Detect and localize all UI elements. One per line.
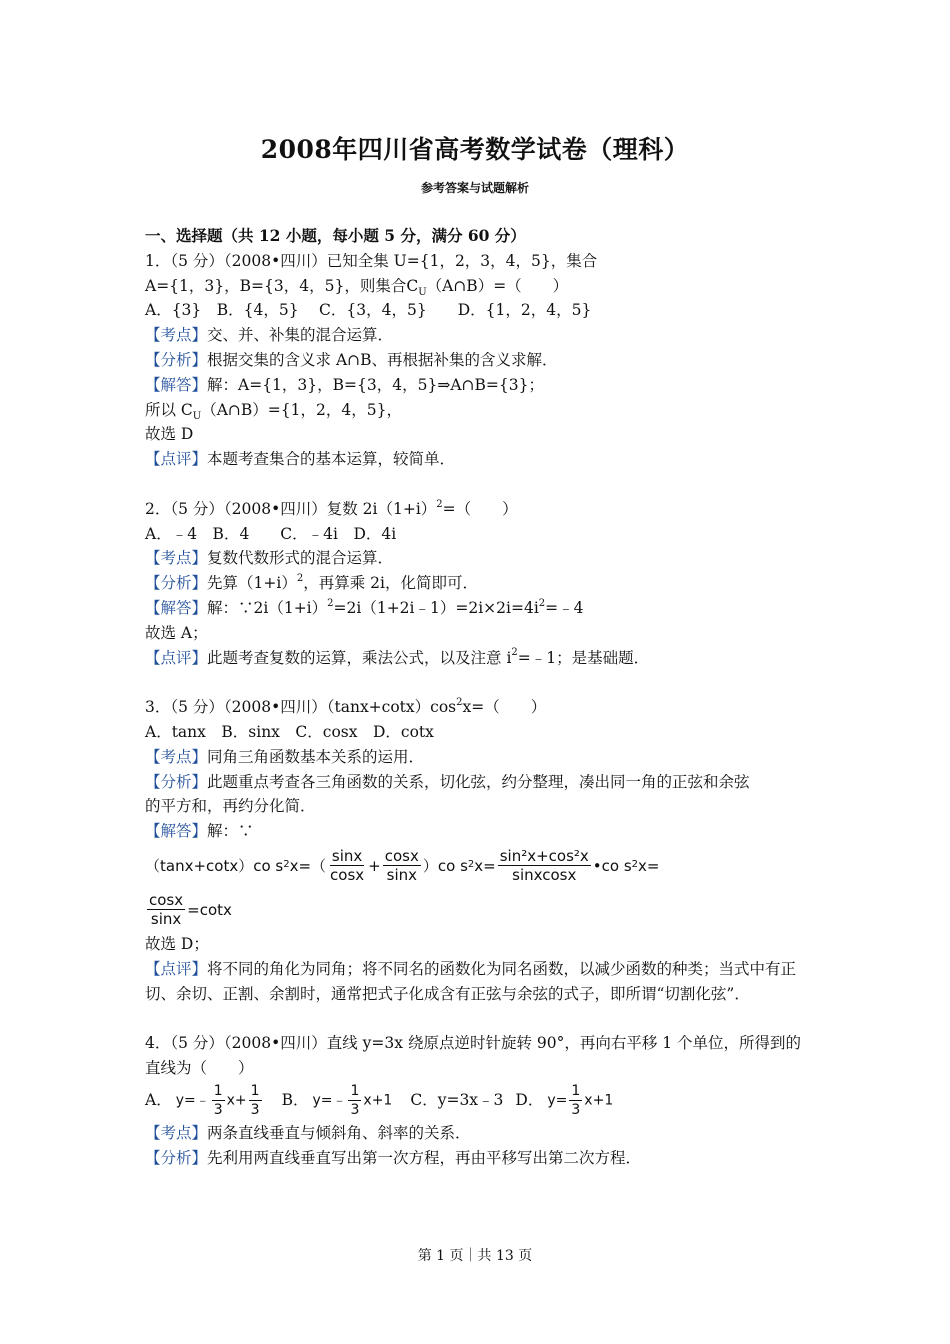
document-body <box>145 224 810 1170</box>
q3-m-eq: x=（ <box>289 856 327 875</box>
kaodian-tag: 【考点】 <box>145 326 208 345</box>
q2-jieda-sup1: 2 <box>327 597 334 609</box>
q1-jieda <box>145 373 810 398</box>
q3-options: A．tanx B．sinx C．cosx D．cotx <box>145 722 434 741</box>
q3-fenxi-cont: 的平方和，再约分化简． <box>145 797 316 816</box>
q4-option-a-math <box>176 1082 264 1119</box>
q2-stem-sup: 2 <box>436 498 443 510</box>
q2-fenxi-pre: 先算（1+i） <box>207 574 297 593</box>
q3-stem-sup: 2 <box>456 696 463 708</box>
jieda-tag: 【解答】 <box>145 375 208 394</box>
q1-fenxi-text: 根据交集的含义求 A∩B、再根据补集的含义求解． <box>207 350 558 369</box>
fraction-sin-over-cos <box>328 847 366 884</box>
q3-m-close: ）co s <box>422 856 468 875</box>
q4-kaodian-text: 两条直线垂直与倾斜角、斜率的关系． <box>207 1123 471 1142</box>
q2-stem <box>145 497 810 522</box>
q2-options: A．﹣4 B．4 C．﹣4i D．4i <box>145 524 397 543</box>
dianping-tag: 【点评】 <box>145 648 208 667</box>
fenxi-tag: 【分析】 <box>145 350 208 369</box>
q4-option-b-label: B． <box>281 1091 309 1110</box>
q3-kaodian <box>145 745 810 770</box>
q2-dianping-pre: 此题考查复数的运算，乘法公式，以及注意 i <box>207 648 512 667</box>
fraction-denominator: sinx <box>150 910 182 929</box>
fraction-numerator: sin²x+cos²x <box>499 847 589 866</box>
q2-jieda <box>145 596 810 621</box>
fraction-denominator: 3 <box>571 1102 581 1119</box>
q1-options: A．{3} B．{4，5} C．{3，4，5} D．{1，2，4，5} <box>145 301 592 320</box>
fenxi-tag: 【分析】 <box>145 772 208 791</box>
q4-kaodian <box>145 1121 810 1146</box>
math-text: x+ <box>226 1092 247 1109</box>
q2-dianping-sup: 2 <box>511 647 518 659</box>
q2-fenxi-end: ，再算乘 2i，化简即可． <box>303 574 478 593</box>
fraction-cos-over-sin <box>383 847 421 884</box>
fraction-denominator: cosx <box>330 866 365 885</box>
fraction-denominator: sinx <box>386 866 417 885</box>
q3-stem-pre: 3．（5 分）（2008•四川）（tanx+cotx）cos <box>145 698 457 717</box>
q1-jieda-text: 解：A={1，3}，B={3，4，5}⇒A∩B={3}； <box>207 375 544 394</box>
q4-option-c: C．y=3x﹣3 <box>410 1091 504 1110</box>
fraction-one-third <box>249 1082 262 1119</box>
q2-stem-end: =（ ） <box>442 499 518 518</box>
q3-m-plus: + <box>368 856 381 875</box>
q2-stem-pre: 2．（5 分）（2008•四川）复数 2i（1+i） <box>145 499 437 518</box>
q1-stem2: A={1，3}，B={3，4，5}，则集合C <box>145 276 419 295</box>
q2-fenxi <box>145 571 810 596</box>
dianping-tag: 【点评】 <box>145 450 208 469</box>
kaodian-tag: 【考点】 <box>145 747 208 766</box>
math-text: y=﹣ <box>312 1092 347 1109</box>
q3-m-eq3: x= <box>638 856 660 875</box>
q4-fenxi-text: 先利用两直线垂直写出第一次方程，再由平移写出第二次方程． <box>207 1148 642 1167</box>
q3-dianping-text: 将不同的角化为同角；将不同名的函数化为同名函数，以减少函数的种类；当式中有正切、余切、正割、余割时，通常把式子化成含有正弦与余弦的式子，即所谓“切割化弦”． <box>145 959 797 1003</box>
page-footer: 第 1 页｜共 13 页 <box>417 1248 533 1264</box>
fraction-numerator: cosx <box>149 891 184 910</box>
fraction-numerator: sinx <box>331 847 363 866</box>
q2-jieda-pre: 解：∵2i（1+i） <box>207 598 328 617</box>
q3-m-dot: •co s <box>592 856 632 875</box>
q1-stem-line1: 1．（5 分）（2008•四川）已知全集 U={1，2，3，4，5}，集合 <box>145 251 598 270</box>
q4-option-a-label: A． <box>145 1091 172 1110</box>
dianping-tag: 【点评】 <box>145 959 208 978</box>
q2-jieda-end: =﹣4 <box>545 598 584 617</box>
fraction-numerator: cosx <box>384 847 419 866</box>
jieda-tag: 【解答】 <box>145 822 208 841</box>
fenxi-tag: 【分析】 <box>145 574 208 593</box>
q3-math-line2 <box>145 888 810 932</box>
q1-solution-line3: 故选 D <box>145 425 194 444</box>
q4-option-d-label: D． <box>515 1091 544 1110</box>
q3-kaodian-text: 同角三角函数基本关系的运用． <box>207 747 425 766</box>
fraction-denominator: 3 <box>213 1102 223 1119</box>
q1-kaodian-text: 交、并、补集的混合运算． <box>207 326 394 345</box>
q4-option-d-math <box>547 1082 613 1119</box>
q1-sol2-pre: 所以 C <box>145 400 193 419</box>
q2-jieda-mid: =2i（1+2i﹣1）=2i×2i=4i <box>333 598 539 617</box>
fraction-one-third <box>569 1082 582 1119</box>
fraction-numerator: 1 <box>250 1083 260 1100</box>
math-text: x+1 <box>363 1092 393 1109</box>
q2-dianping <box>145 646 810 671</box>
spacer <box>145 670 810 695</box>
q4-stem: 4．（5 分）（2008•四川）直线 y=3x 绕原点逆时针旋转 90°，再向右平移 1 个单位，所得到的直线为（ ） <box>145 1034 802 1077</box>
q1-stem-line2 <box>145 274 810 299</box>
q2-fenxi-sup: 2 <box>296 573 304 584</box>
page-title: 2008年四川省高考数学试卷（理科） <box>260 135 690 164</box>
jieda-tag: 【解答】 <box>145 598 208 617</box>
page-subtitle: 参考答案与试题解析 <box>420 181 529 195</box>
fraction-one-third <box>348 1082 361 1119</box>
q2-kaodian-text: 复数代数形式的混合运算． <box>207 549 394 568</box>
fraction-denominator: sinxcosx <box>512 866 577 885</box>
spacer <box>145 1006 810 1031</box>
q3-m-eq2: x= <box>474 856 496 875</box>
fraction-one-third <box>212 1082 225 1119</box>
fraction-denominator: 3 <box>350 1102 360 1119</box>
kaodian-tag: 【考点】 <box>145 1123 208 1142</box>
q3-fenxi <box>145 770 810 795</box>
q2-dianping-end: =﹣1；是基础题． <box>517 648 650 667</box>
q3-fenxi-text1: 此题重点考查各三角函数的关系，切化弦，约分整理，凑出同一角的正弦和余弦 <box>207 772 750 791</box>
section-heading: 一、选择题（共 12 小题，每小题 5 分，满分 60 分） <box>145 226 526 245</box>
kaodian-tag: 【考点】 <box>145 549 208 568</box>
q1-sol2-end: （A∩B）={1，2，4，5}， <box>201 400 402 419</box>
fraction-numerator: 1 <box>350 1083 360 1100</box>
fraction-cos-over-sin-result <box>147 891 185 928</box>
math-text: y=﹣ <box>175 1092 210 1109</box>
fraction-numerator: 1 <box>213 1083 223 1100</box>
fraction-numerator: 1 <box>571 1083 581 1100</box>
fraction-denominator: 3 <box>250 1102 260 1119</box>
q1-kaodian <box>145 323 810 348</box>
spacer <box>145 472 810 497</box>
fraction-pythagorean <box>498 847 591 884</box>
q3-math-line1: （tanx+cotx）co s $^2$ x=（ $\frac{\sin x}{\cos x}$ + $\frac{\cos x}{\sin x}$ ）co s $^2$ x= $\frac{\text{sin²x+cos²x}}{\text{sinxcosx}}$ •co s $^2$ x= <box>145 847 660 885</box>
q2-kaodian <box>145 546 810 571</box>
q3-m-open: （tanx+cotx）co s <box>145 856 284 875</box>
q2-jieda-sup2: 2 <box>538 597 546 609</box>
math-text: x+1 <box>584 1092 614 1109</box>
q3-stem-end: x=（ ） <box>462 698 547 717</box>
q1-stem2-end: （A∩B）=（ ） <box>426 276 569 295</box>
q3-m-res: =cotx <box>187 900 232 919</box>
q3-stem <box>145 695 810 720</box>
q1-solution-line2 <box>145 398 810 423</box>
q4-options <box>145 1081 810 1121</box>
q1-sol2-sub: U <box>192 410 202 422</box>
q1-dianping <box>145 447 810 472</box>
q3-jieda-text: 解：∵ <box>207 822 254 841</box>
q1-stem2-sub: U <box>418 286 427 298</box>
q3-dianping <box>145 957 810 1007</box>
q1-fenxi <box>145 348 810 373</box>
q1-dianping-text: 本题考查集合的基本运算，较简单． <box>207 450 456 469</box>
q4-option-b-math <box>312 1082 392 1119</box>
math-text: y= <box>547 1092 568 1109</box>
fenxi-tag: 【分析】 <box>145 1148 208 1167</box>
q2-solution-line2: 故选 A； <box>145 623 208 642</box>
q4-fenxi <box>145 1146 810 1171</box>
q3-jieda <box>145 819 810 844</box>
q3-solution-line2: 故选 D； <box>145 934 209 953</box>
